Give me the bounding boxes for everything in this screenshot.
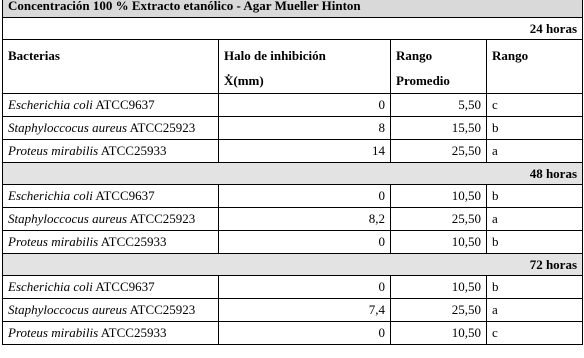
strain-code: ATCC9637 [95,188,155,203]
bacteria-cell [3,231,219,254]
header-rango-promedio [391,40,487,94]
time-row-72h [3,254,583,276]
table-row [3,117,583,140]
table-row [3,140,583,163]
species-name: Escherichia coli [8,279,93,294]
time-label: 48 horas [3,163,583,185]
table-row [3,322,583,345]
header-halo-line2: Ẋ(mm) [224,73,264,88]
header-rango: Rango [487,40,583,94]
species-name: Proteus mirabilis [8,325,99,340]
rango-cell: b [487,117,583,140]
header-halo [219,40,391,94]
bacteria-cell [3,185,219,208]
time-row-24h [3,18,583,40]
column-header-row [3,40,583,94]
time-label: 24 horas [3,18,583,40]
species-name: Escherichia coli [8,188,93,203]
header-halo-line1: Halo de inhibición [224,48,326,63]
species-name: Staphyloccocus aureus [8,211,128,226]
bacteria-cell [3,140,219,163]
strain-code: ATCC25923 [129,120,196,135]
rango-promedio-cell: 10,50 [391,322,487,345]
rango-cell: b [487,231,583,254]
header-rango-line1: Rango [396,48,433,63]
halo-cell: 0 [219,231,391,254]
species-name: Staphyloccocus aureus [8,120,128,135]
halo-cell: 8 [219,117,391,140]
species-name: Proteus mirabilis [8,143,99,158]
bacteria-cell [3,276,219,299]
header-rango-line2: Promedio [396,73,450,88]
rango-promedio-cell: 10,50 [391,185,487,208]
halo-cell: 0 [219,322,391,345]
halo-cell: 0 [219,185,391,208]
rango-promedio-cell: 25,50 [391,140,487,163]
rango-cell: b [487,276,583,299]
rango-cell: c [487,322,583,345]
rango-cell: b [487,185,583,208]
header-bacteria: Bacterias [3,40,219,94]
table-row [3,208,583,231]
halo-cell: 0 [219,276,391,299]
rango-cell: a [487,208,583,231]
bacteria-cell [3,117,219,140]
bacteria-cell [3,94,219,117]
rango-promedio-cell: 15,50 [391,117,487,140]
table-row [3,231,583,254]
table-title: Concentración 100 % Extracto etanólico - Agar Mueller Hinton [3,0,583,18]
rango-promedio-cell: 10,50 [391,231,487,254]
species-name: Proteus mirabilis [8,234,99,249]
table-title-row [3,0,583,18]
table-row [3,94,583,117]
strain-code: ATCC25923 [129,302,196,317]
halo-cell: 0 [219,94,391,117]
bacteria-cell [3,208,219,231]
rango-cell: c [487,94,583,117]
strain-code: ATCC9637 [95,97,155,112]
results-table [2,0,583,345]
table-row [3,276,583,299]
halo-cell: 7,4 [219,299,391,322]
rango-promedio-cell: 25,50 [391,299,487,322]
halo-cell: 14 [219,140,391,163]
rango-promedio-cell: 5,50 [391,94,487,117]
halo-cell: 8,2 [219,208,391,231]
rango-cell: a [487,140,583,163]
bacteria-cell [3,299,219,322]
strain-code: ATCC25933 [100,234,167,249]
time-label: 72 horas [3,254,583,276]
rango-promedio-cell: 10,50 [391,276,487,299]
strain-code: ATCC25933 [100,143,167,158]
table-row [3,299,583,322]
bacteria-cell [3,322,219,345]
rango-promedio-cell: 25,50 [391,208,487,231]
rango-cell: a [487,299,583,322]
table-row [3,185,583,208]
species-name: Escherichia coli [8,97,93,112]
species-name: Staphyloccocus aureus [8,302,128,317]
strain-code: ATCC25923 [129,211,196,226]
strain-code: ATCC9637 [95,279,155,294]
strain-code: ATCC25933 [100,325,167,340]
time-row-48h [3,163,583,185]
